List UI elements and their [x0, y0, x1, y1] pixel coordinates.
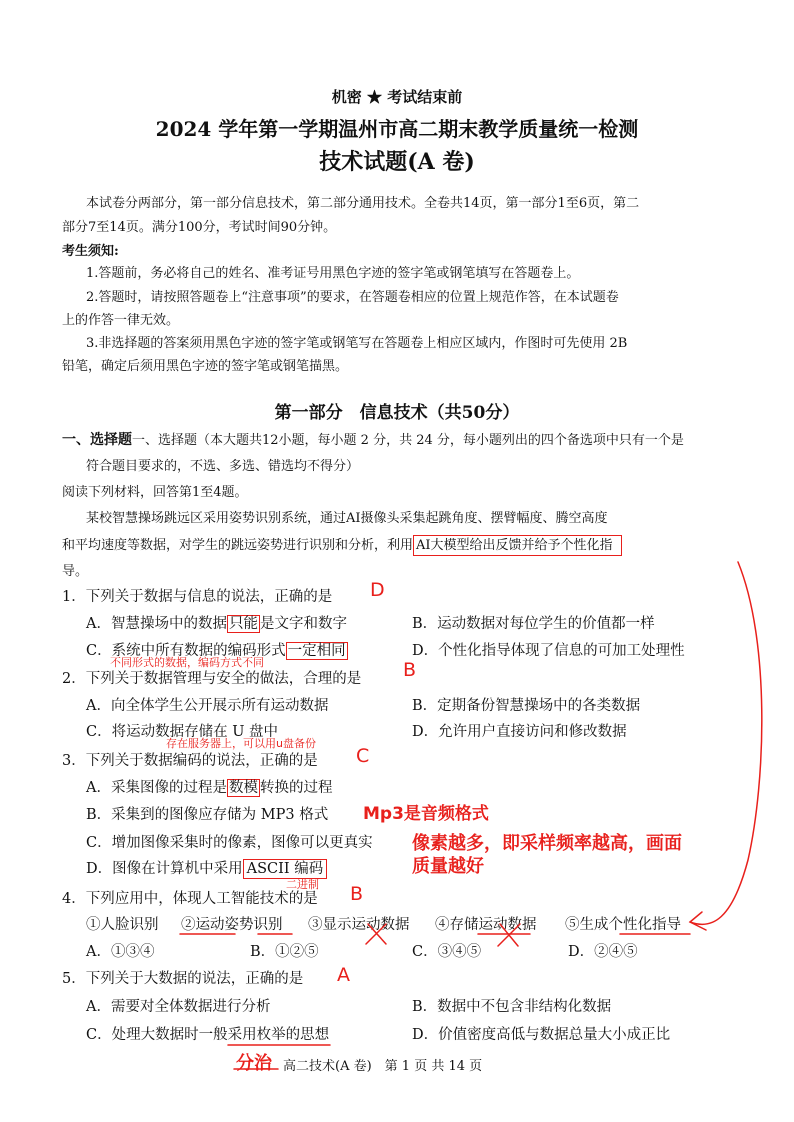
highlight-box: AI大模型给出反馈并给予个性化指 — [413, 535, 622, 556]
option-c: C．增加图像采集时的像素，图像可以更真实 — [86, 835, 373, 851]
cross-mark — [366, 924, 386, 944]
option-a: A．需要对全体数据进行分析 — [86, 999, 271, 1015]
arrow-head — [690, 912, 706, 930]
option-b: B．运动数据对每位学生的价值都一样 — [412, 616, 655, 632]
handwritten-note: Mp3是音频格式 — [363, 804, 489, 824]
ai-item: ⑤生成个性化指导 — [565, 917, 681, 933]
arrow-curve — [690, 562, 762, 924]
option-d: D．个性化指导体现了信息的可加工处理性 — [412, 643, 685, 659]
option-c: C．将运动数据存储在 U 盘中 — [86, 724, 279, 740]
ai-item: ①人脸识别 — [86, 917, 159, 933]
notice-item: 3.非选择题的答案须用黑色字迹的签字笔或钢笔写在答题卷上相应区域内，作图时可先使用 2B — [86, 336, 628, 351]
exam-title: 2024 学年第一学期温州市高二期末教学质量统一检测 — [155, 117, 639, 141]
question-stem: 3．下列关于数据编码的说法，正确的是 — [62, 753, 318, 769]
option-c: C．处理大数据时一般采用枚举的思想 — [86, 1027, 330, 1043]
option-c: C．系统中所有数据的编码形式 一定相同 — [86, 643, 346, 659]
option-a: A．①③④ — [86, 944, 155, 960]
handwritten-note: 分治 — [236, 1053, 272, 1074]
intro-line: 本试卷分两部分，第一部分信息技术，第二部分通用技术。全卷共14页，第一部分1至6页，第二 — [86, 196, 640, 211]
question-stem: 2．下列关于数据管理与安全的做法，合理的是 — [62, 671, 362, 687]
exam-subtitle: 技术试题(A 卷) — [319, 149, 475, 175]
material-text: 和平均速度等数据，对学生的跳远姿势进行识别和分析，利用 AI大模型给出反馈并给予个性化指 — [62, 534, 622, 553]
confidential-label: 机密 ★ 考试结束前 — [331, 88, 463, 106]
handwritten-note: 不同形式的数据，编码方式不同 — [110, 656, 264, 669]
marked-word: ASCII 编码 — [243, 859, 328, 879]
ai-item: ②运动姿势识别 — [181, 917, 283, 933]
answer-mark: C — [356, 745, 370, 767]
question-stem: 5．下列关于大数据的说法，正确的是 — [62, 971, 304, 987]
notice-item: 上的作答一律无效。 — [62, 313, 180, 328]
option-b: B．①②⑤ — [250, 944, 319, 960]
option-b: B．采集到的图像应存储为 MP3 格式 — [86, 807, 329, 823]
option-a: A．采集图像的过程是 数模 转换的过程 — [86, 780, 333, 796]
option-c: C．③④⑤ — [412, 944, 482, 960]
option-a: A．向全体学生公开展示所有运动数据 — [86, 698, 329, 714]
handwritten-note: 二进制 — [286, 878, 319, 891]
material-text: 导。 — [62, 564, 89, 579]
section-title: 第一部分 信息技术（共50分） — [274, 403, 520, 423]
option-d: D．图像在计算机中采用 ASCII 编码 — [86, 857, 327, 878]
marked-word: 只能 — [228, 616, 258, 632]
intro-line: 部分7至14页。满分100分，考试时间90分钟。 — [62, 220, 337, 235]
question-stem: 1．下列关于数据与信息的说法，正确的是 — [62, 589, 333, 605]
option-d: D．价值密度高低与数据总量大小成正比 — [412, 1027, 671, 1043]
mc-heading-cont: 符合题目要求的，不选、多选、错选均不得分） — [86, 459, 360, 474]
option-a: A．智慧操场中的数据 只能 是文字和数字 — [86, 616, 347, 632]
ai-item: ④存储运动数据 — [435, 917, 537, 933]
material-text: 某校智慧操场跳远区采用姿势识别系统，通过AI摄像头采集起跳角度、摆臂幅度、腾空高度 — [86, 511, 608, 526]
handwritten-note: 存在服务器上，可以用u盘备份 — [166, 737, 316, 750]
option-b: B．定期备份智慧操场中的各类数据 — [412, 698, 641, 714]
notice-item: 铅笔，确定后须用黑色字迹的签字笔或钢笔描黑。 — [62, 359, 349, 374]
marked-word: 一定相同 — [287, 643, 346, 659]
marked-word: 数模 — [228, 780, 258, 796]
read-prompt: 阅读下列材料，回答第1至4题。 — [62, 485, 248, 500]
handwritten-note: 质量越好 — [412, 856, 484, 877]
notice-item: 2.答题时，请按照答题卷上“注意事项”的要求，在答题卷相应的位置上规范作答，在本试题卷 — [86, 290, 619, 305]
answer-mark: A — [337, 964, 350, 986]
handwritten-note: 像素越多，即采样频率越高，画面 — [412, 833, 682, 854]
answer-mark: B — [350, 883, 364, 905]
option-b: B．数据中不包含非结构化数据 — [412, 999, 612, 1015]
answer-mark: D — [370, 579, 385, 601]
page-footer: 高二技术(A 卷) 第 1 页 共 14 页 — [283, 1059, 483, 1074]
option-d: D．②④⑤ — [568, 944, 638, 960]
mc-heading: 一、选择题一、选择题（本大题共12小题，每小题 2 分，共 24 分，每小题列出的四个备选项中只有一个是 — [62, 432, 684, 448]
notice-item: 1.答题前，务必将自己的姓名、准考证号用黑色字迹的签字笔或钢笔填写在答题卷上。 — [86, 266, 580, 281]
ai-item: ③显示运动数据 — [308, 917, 410, 933]
question-stem: 4．下列应用中，体现人工智能技术的是 — [62, 891, 318, 907]
cross-mark — [498, 924, 520, 946]
notice-heading: 考生须知: — [62, 244, 119, 259]
answer-mark: B — [403, 659, 417, 681]
option-d: D．允许用户直接访问和修改数据 — [412, 724, 627, 740]
